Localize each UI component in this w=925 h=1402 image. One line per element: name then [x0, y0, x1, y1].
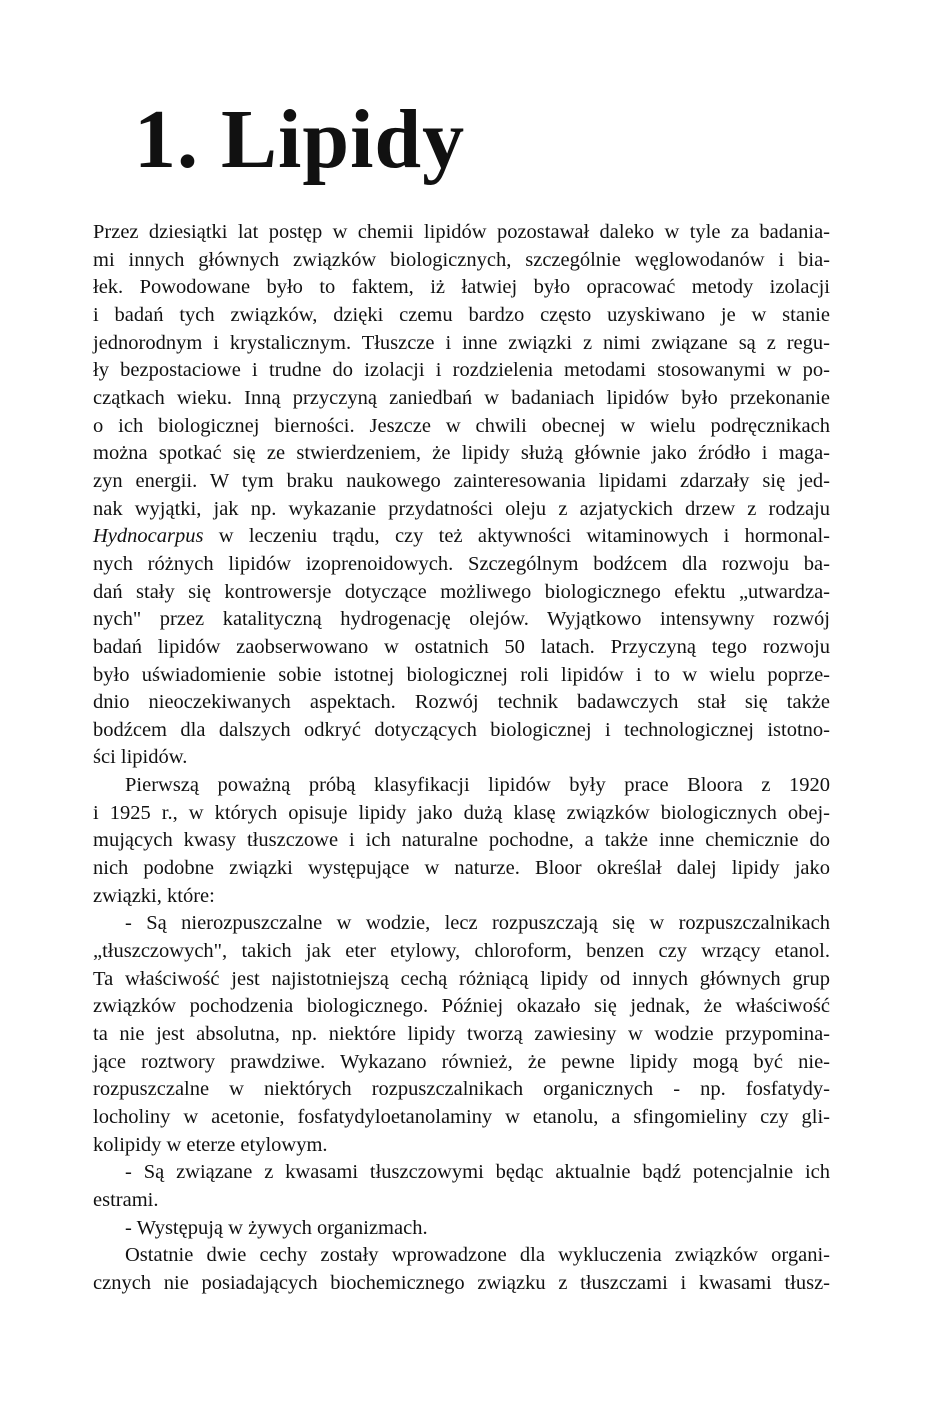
text-line-content: rozpuszczalne w niektórych rozpuszczalnikach organicznych - np. fosfatydy-: [93, 1078, 830, 1101]
chapter-body-text: [93, 219, 830, 1298]
text-line-content: ści lipidów.: [93, 746, 188, 769]
text-line-content: jednorodnym i krystalicznym. Tłuszcze i inne związki z nimi związane są z regu-: [93, 331, 830, 354]
text-line-content: można spotkać się ze stwierdzeniem, że lipidy służą głównie jako źródło i maga-: [93, 442, 830, 465]
text-line: [93, 440, 830, 468]
text-line-content: nych różnych lipidów izoprenoidowych. Szczególnym bodźcem dla rozwoju ba-: [93, 552, 830, 575]
text-line: [93, 993, 830, 1021]
text-line-content: Ostatnie dwie cechy zostały wprowadzone dla wykluczenia związków organi-: [125, 1244, 830, 1267]
text-line: [93, 1242, 830, 1270]
text-line: [93, 606, 830, 634]
text-line: [93, 717, 830, 745]
text-line: [93, 1104, 830, 1132]
text-line: [93, 302, 830, 330]
text-line: [93, 938, 830, 966]
text-line-content: Pierwszą poważną próbą klasyfikacji lipidów były prace Bloora z 1920: [125, 774, 830, 797]
text-line: [93, 1076, 830, 1104]
text-line: [93, 662, 830, 690]
text-line: [93, 330, 830, 358]
text-line-content: bodźcem dla dalszych odkryć dotyczących biologicznej i technologicznej istotno-: [93, 718, 830, 741]
text-line: [93, 966, 830, 994]
text-line: [93, 579, 830, 607]
text-line: [93, 357, 830, 385]
text-line: [93, 413, 830, 441]
text-line: [93, 634, 830, 662]
text-line-content: nak wyjątki, jak np. wykazanie przydatności oleju z azjatyckich drzew z rodzaju: [93, 497, 830, 520]
text-line: [93, 385, 830, 413]
text-line-content: - Występują w żywych organizmach.: [125, 1216, 428, 1239]
italic-genus-name: Hydnocarpus: [93, 525, 204, 548]
text-line-content: estrami.: [93, 1188, 159, 1211]
text-line-content: locholiny w acetonie, fosfatydyloetanolaminy w etanolu, a sfingomieliny czy gli-: [93, 1106, 830, 1128]
text-line-content: - Są nierozpuszczalne w wodzie, lecz rozpuszczają się w rozpuszczalnikach: [125, 912, 830, 935]
text-line: [93, 1132, 830, 1160]
text-line: [93, 496, 830, 524]
text-line-content: ły bezpostaciowe i trudne do izolacji i rozdzielenia metodami stosowanymi w po-: [93, 359, 830, 382]
text-line-content: dnio nieoczekiwanych aspektach. Rozwój technik badawczych stał się także: [93, 691, 830, 714]
text-line: [93, 551, 830, 579]
text-line: [93, 1270, 830, 1298]
text-line-content: cznych nie posiadających biochemicznego związku z tłuszczami i kwasami tłusz-: [93, 1271, 830, 1294]
text-line: [93, 1187, 830, 1215]
text-line: [93, 274, 830, 302]
text-line: [93, 1159, 830, 1187]
text-line: [93, 247, 830, 275]
text-line: [93, 827, 830, 855]
text-line: [93, 883, 830, 911]
text-line-content: o ich biologicznej bierności. Jeszcze w chwili obecnej w wielu podręcznikach: [93, 414, 830, 437]
text-line: [93, 1021, 830, 1049]
text-line-content: - Są związane z kwasami tłuszczowymi będąc aktualnie bądź potencjalnie ich: [125, 1161, 830, 1184]
text-line-content: badań lipidów zaobserwowano w ostatnich 50 latach. Przyczyną tego rozwoju: [93, 635, 830, 658]
chapter-title: 1. Lipidy: [134, 93, 466, 186]
text-line-content: związków pochodzenia biologicznego. Później okazało się jednak, że właściwość: [93, 995, 830, 1018]
text-line-content: było uświadomienie sobie istotnej biologicznej roli lipidów i to w wielu poprze-: [93, 663, 830, 686]
text-line-content: w leczeniu trądu, czy też aktywności witaminowych i hormonal-: [203, 525, 830, 548]
text-line: [93, 689, 830, 717]
text-line: [93, 1049, 830, 1077]
text-line-content: związki, które:: [93, 884, 215, 907]
text-line-content: łek. Powodowane było to faktem, iż łatwiej było opracować metody izolacji: [93, 276, 830, 299]
text-line-content: nich podobne związki występujące w naturze. Bloor określał dalej lipidy jako: [93, 857, 830, 880]
text-line-content: zyn energii. W tym braku naukowego zainteresowania lipidami zdarzały się jed-: [93, 469, 830, 492]
text-line: [93, 855, 830, 883]
text-line-content: czątkach wieku. Inną przyczyną zaniedbań w badaniach lipidów było przekonanie: [93, 386, 830, 409]
text-line-content: kolipidy w eterze etylowym.: [93, 1133, 328, 1156]
text-line-content: mi innych głównych związków biologicznych, szczególnie węglowodanów i bia-: [93, 248, 830, 271]
text-line-content: jące roztwory prawdziwe. Wykazano również, że pewne lipidy mogą być nie-: [93, 1050, 830, 1073]
text-line-content: dań stały się kontrowersje dotyczące możliwego biologicznego efektu „utwardza-: [93, 580, 830, 603]
text-line-content: i 1925 r., w których opisuje lipidy jako dużą klasę związków biologicznych obej-: [93, 801, 830, 824]
text-line-content: mujących kwasy tłuszczowe i ich naturalne pochodne, a także inne chemicznie do: [93, 829, 830, 852]
text-line: [93, 523, 830, 551]
text-line: [93, 219, 830, 247]
text-line-content: „tłuszczowych", takich jak eter etylowy, chloroform, benzen czy wrzący etanol.: [93, 940, 830, 963]
text-line: [93, 468, 830, 496]
text-line-content: ta nie jest absolutna, np. niektóre lipidy tworzą zawiesiny w wodzie przypomina-: [93, 1023, 830, 1046]
text-line-content: Ta właściwość jest najistotniejszą cechą różniącą lipidy od innych głównych grup: [93, 967, 830, 990]
text-line: [93, 772, 830, 800]
text-line-content: nych" przez katalityczną hydrogenację olejów. Wyjątkowo intensywny rozwój: [93, 608, 830, 631]
text-line: [93, 800, 830, 828]
text-line: [93, 1215, 830, 1243]
text-line: [93, 744, 830, 772]
text-line: [93, 910, 830, 938]
text-line-content: Przez dziesiątki lat postęp w chemii lipidów pozostawał daleko w tyle za badania-: [93, 221, 830, 243]
text-line-content: i badań tych związków, dzięki czemu bardzo często uzyskiwano je w stanie: [93, 303, 830, 326]
